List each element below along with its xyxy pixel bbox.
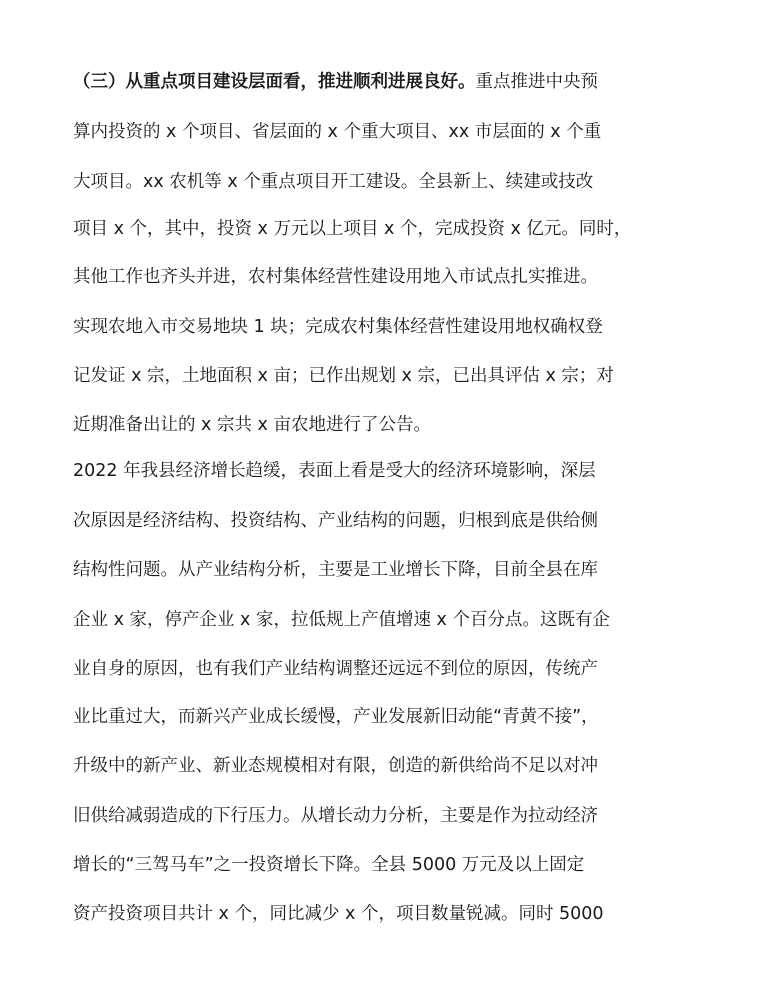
paragraph-2-line-2: 次原因是经济结构、投资结构、产业结构的问题，归根到底是供给侧 bbox=[73, 511, 598, 531]
paragraph-1-line-5: 其他工作也齐头并进，农村集体经营性建设用地入市试点扎实推进。 bbox=[73, 267, 598, 287]
paragraph-1-line-3: 大项目。xx 农机等 x 个重点项目开工建设。全县新上、续建或技改 bbox=[73, 172, 594, 192]
paragraph-1-line-8: 近期准备出让的 x 宗共 x 亩农地进行了公告。 bbox=[73, 415, 431, 435]
paragraph-1-line-7: 记发证 x 宗，土地面积 x 亩；已作出规划 x 宗，已出具评估 x 宗；对 bbox=[73, 366, 614, 386]
paragraph-2-line-5: 业自身的原因，也有我们产业结构调整还远远不到位的原因，传统产 bbox=[73, 659, 598, 679]
paragraph-2-line-10: 资产投资项目共计 x 个，同比减少 x 个，项目数量锐减。同时 5000 bbox=[73, 904, 604, 924]
paragraph-1-line-2: 算内投资的 x 个项目、省层面的 x 个重大项目、xx 市层面的 x 个重 bbox=[73, 122, 602, 142]
paragraph-2-line-8: 旧供给减弱造成的下行压力。从增长动力分析，主要是作为拉动经济 bbox=[73, 806, 598, 826]
paragraph-2-line-4: 企业 x 家，停产企业 x 家，拉低规上产值增速 x 个百分点。这既有企 bbox=[73, 610, 610, 630]
paragraph-2-line-6: 业比重过大，而新兴产业成长缓慢，产业发展新旧动能“青黄不接”， bbox=[73, 707, 599, 727]
paragraph-2-line-7: 升级中的新产业、新业态规模相对有限，创造的新供给尚不足以对冲 bbox=[73, 756, 598, 776]
paragraph-1-line-1-text: 重点推进中央预 bbox=[475, 72, 598, 92]
paragraph-1-line-6: 实现农地入市交易地块 1 块；完成农村集体经营性建设用地权确权登 bbox=[73, 317, 603, 337]
paragraph-1-line-1 bbox=[73, 67, 723, 97]
section-heading: （三）从重点项目建设层面看，推进顺利进展良好。 bbox=[73, 72, 476, 92]
paragraph-1-line-4: 项目 x 个，其中，投资 x 万元以上项目 x 个，完成投资 x 亿元。同时， bbox=[73, 219, 632, 239]
paragraph-2-line-3: 结构性问题。从产业结构分析，主要是工业增长下降，目前全县在库 bbox=[73, 560, 598, 580]
paragraph-2-line-1: 2022 年我县经济增长趋缓，表面上看是受大的经济环境影响，深层 bbox=[73, 461, 596, 481]
paragraph-2-line-9: 增长的“三驾马车”之一投资增长下降。全县 5000 万元及以上固定 bbox=[73, 855, 585, 875]
